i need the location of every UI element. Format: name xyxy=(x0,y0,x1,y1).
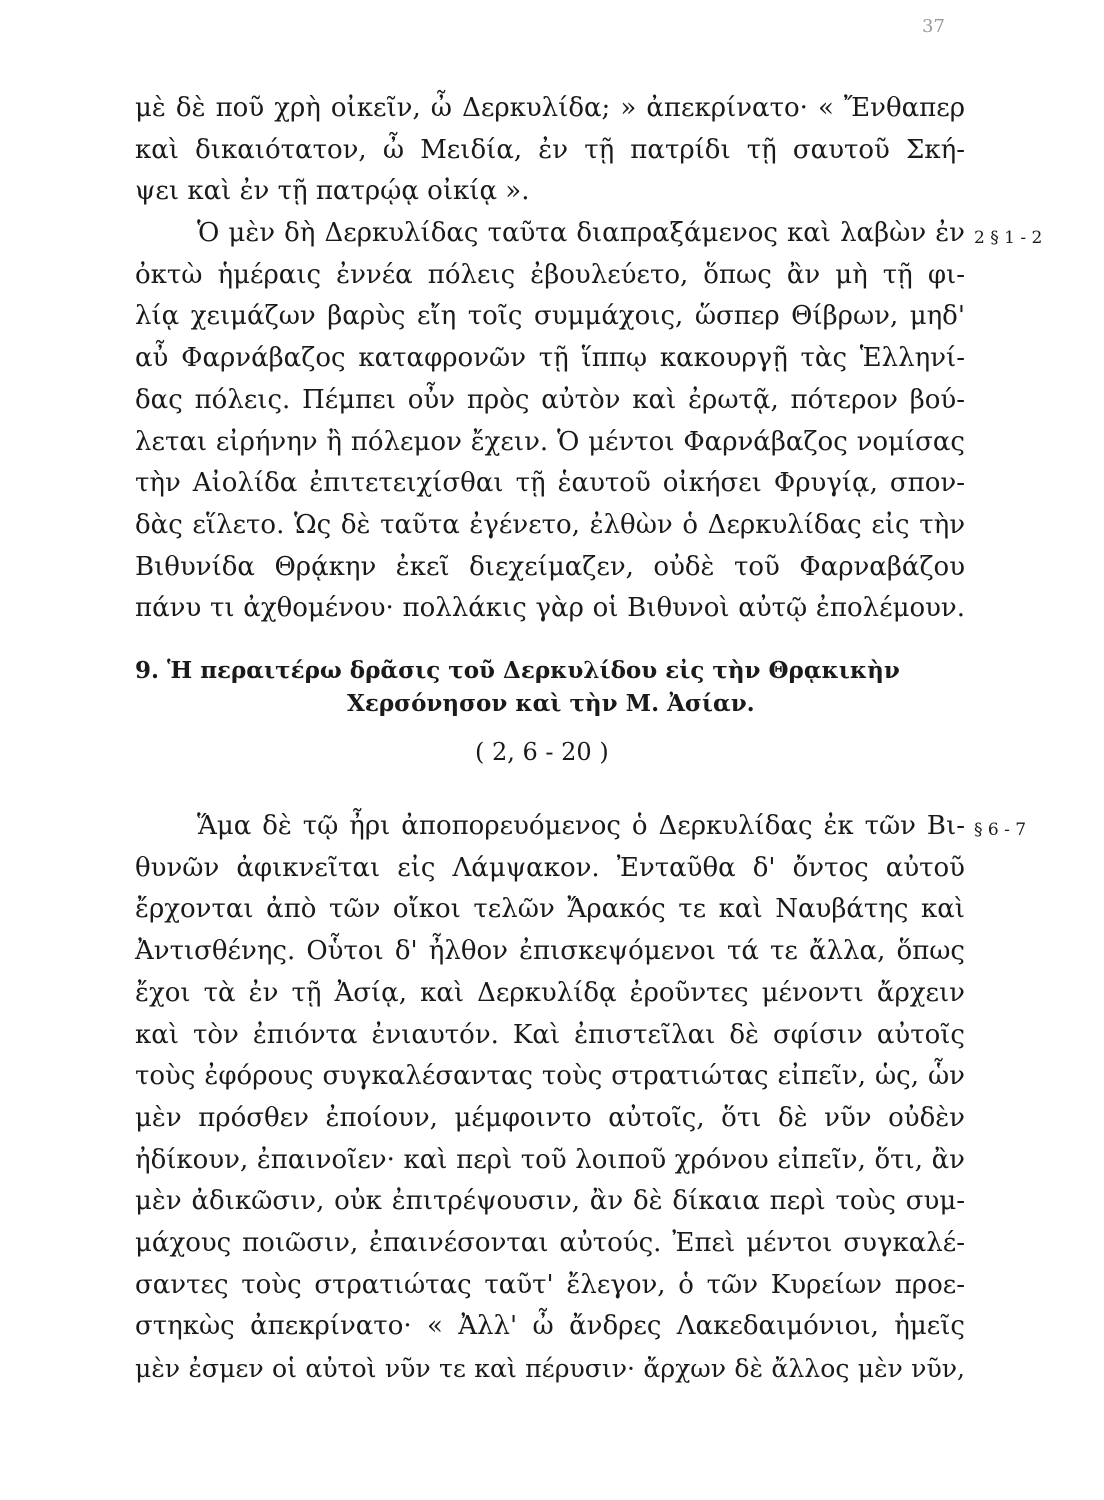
text-line: σαντες τοὺς στρατιώτας ταῦτ' ἔλεγον, ὁ τῶν Κυρείων προε- xyxy=(135,1269,965,1300)
text-line: αὖ Φαρνάβαζος καταφρονῶν τῇ ἵππῳ κακουργῇ τὰς Ἑλληνί- xyxy=(135,343,965,374)
section-reference: ( 2, 6 - 20 ) xyxy=(475,738,609,766)
text-line: δας πόλεις. Πέμπει οὖν πρὸς αὐτὸν καὶ ἐρωτᾷ, πότερον βού- xyxy=(135,384,965,415)
text-line: Βιθυνίδα Θρᾴκην ἐκεῖ διεχείμαζεν, οὐδὲ τοῦ Φαρναβάζου xyxy=(135,551,965,582)
text-line: Ἀντισθένης. Οὗτοι δ' ἦλθον ἐπισκεψόμενοι τά τε ἄλλα, ὅπως xyxy=(135,936,965,967)
text-line: τὴν Αἰολίδα ἐπιτετειχίσθαι τῇ ἑαυτοῦ οἰκήσει Φρυγίᾳ, σπον- xyxy=(135,468,965,499)
text-line: μὲν πρόσθεν ἐποίουν, μέμφοιντο αὐτοῖς, ὅτι δὲ νῦν οὐδὲν xyxy=(135,1102,965,1133)
text-line: τοὺς ἐφόρους συγκαλέσαντας τοὺς στρατιώτας εἰπεῖν, ὡς, ὧν xyxy=(135,1061,965,1092)
text-line: δὰς εἵλετο. Ὡς δὲ ταῦτα ἐγένετο, ἐλθὼν ὁ Δερκυλίδας εἰς τὴν xyxy=(135,509,965,540)
text-line: Ἅμα δὲ τῷ ἦρι ἀποπορευόμενος ὁ Δερκυλίδας ἐκ τῶν Βι- xyxy=(197,811,965,841)
section-heading xyxy=(135,654,965,720)
paragraph-2 xyxy=(135,213,965,630)
text-line: καὶ τὸν ἐπιόντα ἐνιαυτόν. Καὶ ἐπιστεῖλαι δὲ σφίσιν αὐτοῖς xyxy=(135,1019,965,1050)
text-line: ψει καὶ ἐν τῇ πατρῴᾳ οἰκίᾳ ». xyxy=(135,176,530,207)
text-line: ὀκτὼ ἡμέραις ἐννέα πόλεις ἐβουλεύετο, ὅπως ἂν μὴ τῇ φι- xyxy=(135,259,965,290)
text-line: Ὁ μὲν δὴ Δερκυλίδας ταῦτα διαπραξάμενος καὶ λαβὼν ἐν xyxy=(197,218,965,248)
page-number: 37 xyxy=(922,16,945,37)
text-line: ἔχοι τὰ ἐν τῇ Ἀσίᾳ, καὶ Δερκυλίδᾳ ἐροῦντες μένοντι ἄρχειν xyxy=(135,977,965,1008)
text-line: πάνυ τι ἀχθομένου· πολλάκις γὰρ οἱ Βιθυνοὶ αὐτῷ ἐπολέμουν. xyxy=(135,593,965,624)
text-line: λεται εἰρήνην ἢ πόλεμον ἔχειν. Ὁ μέντοι Φαρνάβαζος νομίσας xyxy=(135,426,965,457)
text-line: μάχους ποιῶσιν, ἐπαινέσονται αὐτούς. Ἐπεὶ μέντοι συγκαλέ- xyxy=(135,1228,965,1259)
text-line: καὶ δικαιότατον, ὦ Μειδία, ἐν τῇ πατρίδι τῇ σαυτοῦ Σκή- xyxy=(135,134,965,165)
text-line: ἠδίκουν, ἐπαινοῖεν· καὶ περὶ τοῦ λοιποῦ χρόνου εἰπεῖν, ὅτι, ἂν xyxy=(135,1144,965,1175)
text-line: θυνῶν ἀφικνεῖται εἰς Λάμψακον. Ἐνταῦθα δ' ὄντος αὐτοῦ xyxy=(135,852,965,883)
text-line: λίᾳ χειμάζων βαρὺς εἴη τοῖς συμμάχοις, ὥσπερ Θίβρων, μηδ' xyxy=(135,301,965,332)
text-line: ἔρχονται ἀπὸ τῶν οἴκοι τελῶν Ἄρακός τε καὶ Ναυβάτης καὶ xyxy=(135,894,965,925)
margin-reference: § 6 - 7 xyxy=(974,820,1027,840)
text-line: μὲ δὲ ποῦ χρὴ οἰκεῖν, ὦ Δερκυλίδα; » ἀπεκρίνατο· « Ἔνθαπερ xyxy=(135,93,965,123)
section-title-line-2: Χερσόνησον καὶ τὴν Μ. Ἀσίαν. xyxy=(347,690,755,717)
section-title-line-1: 9. Ἡ περαιτέρω δρᾶσις τοῦ Δερκυλίδου εἰς τὴν Θρᾳκικὴν xyxy=(135,657,900,684)
text-line: μὲν ἐσμεν οἱ αὐτοὶ νῦν τε καὶ πέρυσιν· ἄρχων δὲ ἄλλος μὲν νῦν, xyxy=(135,1354,965,1384)
paragraph-3 xyxy=(135,806,965,1390)
margin-reference: 2 § 1 - 2 xyxy=(974,228,1043,248)
paragraph-1 xyxy=(135,88,965,213)
text-line: μὲν ἀδικῶσιν, οὐκ ἐπιτρέψουσιν, ἂν δὲ δίκαια περὶ τοὺς συμ- xyxy=(135,1186,965,1217)
text-line: στηκὼς ἀπεκρίνατο· « Ἀλλ' ὦ ἄνδρες Λακεδαιμόνιοι, ἡμεῖς xyxy=(135,1311,965,1342)
